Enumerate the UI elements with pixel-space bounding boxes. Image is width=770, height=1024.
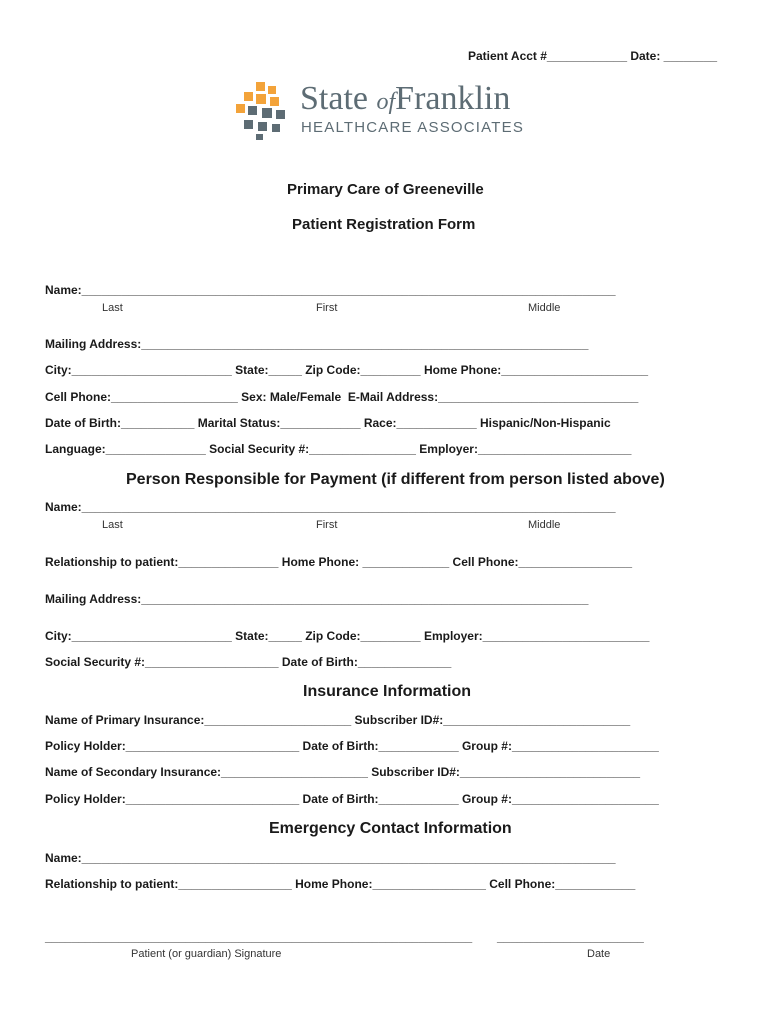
insurance-heading: Insurance Information bbox=[303, 683, 472, 700]
payment-heading: Person Responsible for Payment (if different from person listed above) bbox=[126, 471, 665, 488]
payment-city-state-zip-employer-field[interactable]: City:________________________ State:_____ Zip Code:_________ Employer:_________________________ bbox=[45, 629, 650, 643]
patient-acct-date: Patient Acct #____________ Date: ________ bbox=[468, 49, 718, 63]
patient-name-field[interactable]: Name:________________________________________________________________________________ bbox=[45, 283, 616, 297]
payment-ssn-dob-field[interactable]: Social Security #:____________________ Date of Birth:______________ bbox=[45, 655, 452, 669]
payment-name-field[interactable]: Name:________________________________________________________________________________ bbox=[45, 500, 616, 514]
emergency-heading: Emergency Contact Information bbox=[269, 820, 512, 837]
patient-language-ssn-employer-field[interactable]: Language:_______________ Social Security #:________________ Employer:_______________________ bbox=[45, 442, 632, 456]
primary-policy-holder-field[interactable]: Policy Holder:__________________________ Date of Birth:____________ Group #:______________________ bbox=[45, 739, 659, 753]
primary-insurance-field[interactable]: Name of Primary Insurance:______________________ Subscriber ID#:____________________________ bbox=[45, 713, 631, 727]
signature-line[interactable]: ________________________________________________________________ bbox=[45, 930, 473, 944]
patient-first-label: First bbox=[316, 302, 338, 314]
payment-relationship-phone-field[interactable]: Relationship to patient:_______________ Home Phone: _____________ Cell Phone:_________________ bbox=[45, 555, 632, 569]
patient-middle-label: Middle bbox=[528, 302, 561, 314]
emergency-name-field[interactable]: Name:________________________________________________________________________________ bbox=[45, 851, 616, 865]
logo-subtitle: HEALTHCARE ASSOCIATES bbox=[301, 119, 525, 136]
patient-cell-sex-email-field[interactable]: Cell Phone:___________________ Sex: Male/Female E-Mail Address:______________________________ bbox=[45, 390, 639, 404]
form-title: Patient Registration Form bbox=[292, 216, 476, 233]
payment-last-label: Last bbox=[102, 519, 123, 531]
signature-label: Patient (or guardian) Signature bbox=[131, 948, 282, 960]
payment-middle-label: Middle bbox=[528, 519, 561, 531]
emergency-relationship-phone-field[interactable]: Relationship to patient:_________________ Home Phone:_________________ Cell Phone:____________ bbox=[45, 877, 636, 891]
patient-last-label: Last bbox=[102, 302, 123, 314]
secondary-insurance-field[interactable]: Name of Secondary Insurance:______________________ Subscriber ID#:___________________________ bbox=[45, 765, 641, 779]
signature-date-line[interactable]: ______________________ bbox=[497, 930, 644, 944]
signature-date-label: Date bbox=[587, 948, 611, 960]
logo-wordmark: State ofFranklin bbox=[300, 80, 511, 117]
patient-dob-marital-race-field[interactable]: Date of Birth:___________ Marital Status:____________ Race:____________ Hispanic/Non-Hispanic bbox=[45, 416, 611, 430]
patient-city-state-zip-phone-field[interactable]: City:________________________ State:_____ Zip Code:_________ Home Phone:______________________ bbox=[45, 363, 649, 377]
patient-mailing-address-field[interactable]: Mailing Address:___________________________________________________________________ bbox=[45, 337, 589, 351]
payment-mailing-address-field[interactable]: Mailing Address:___________________________________________________________________ bbox=[45, 592, 589, 606]
logo-mark-icon bbox=[234, 80, 294, 140]
secondary-policy-holder-field[interactable]: Policy Holder:__________________________ Date of Birth:____________ Group #:______________________ bbox=[45, 792, 659, 806]
practice-title: Primary Care of Greeneville bbox=[287, 181, 484, 198]
payment-first-label: First bbox=[316, 519, 338, 531]
